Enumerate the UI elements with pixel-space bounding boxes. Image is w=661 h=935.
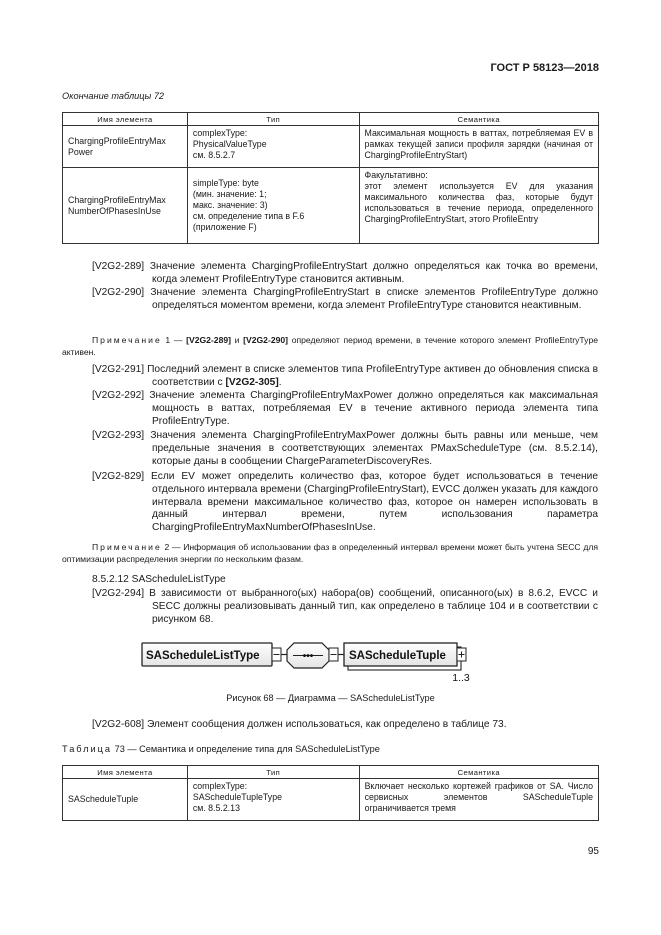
cell-type <box>187 168 359 244</box>
table-73 <box>62 765 599 821</box>
page-number: 95 <box>587 846 599 857</box>
note-label: Примечание <box>92 335 162 345</box>
note-ref: [V2G2-289] <box>186 335 231 345</box>
element-box-sa-schedule-list-type <box>142 643 272 666</box>
table-72-caption: Окончание таблицы 72 <box>62 91 165 101</box>
requirement-text: Последний элемент в списке элементов типа ProfileEntryType активен до обновления списка в соответствии с <box>147 364 598 388</box>
type-line: simpleType: byte <box>192 178 259 188</box>
table-header-row <box>63 766 599 779</box>
note-1 <box>62 335 598 358</box>
table-caption-text: 73 — Семантика и определение типа для SAScheduleListType <box>114 744 380 754</box>
type-line: complexType: <box>192 781 248 791</box>
requirement-text: Значения элемента ChargingProfileEntryMaxPower должны быть равны или меньше, чем предельные значения в соответствующих элементах PMaxScheduleType (см. 8.5.2.14), которые даны в сообщении ChargeParameterDiscoveryRes. <box>150 430 598 467</box>
requirement-294 <box>92 588 598 626</box>
note-ref: [V2G2-290] <box>243 335 289 345</box>
type-line: PhysicalValueType <box>192 139 267 149</box>
requirement-id: [V2G2-291] <box>92 364 145 375</box>
section-number: 8.5.2.12 <box>92 574 129 585</box>
requirement-id: [V2G2-292] <box>92 390 145 401</box>
cell-type <box>187 126 359 168</box>
requirement-id: [V2G2-290] <box>92 287 145 298</box>
note-2 <box>62 542 598 565</box>
table-row <box>63 779 599 821</box>
cell-semantics: Максимальная мощность в ваттах, потребляемая EV в рамках текущей записи профиля зарядки (начиная от ChargingProfileEntryStart) <box>359 126 598 168</box>
type-line: макс. значение: 3) <box>192 200 268 210</box>
requirement-289 <box>92 261 598 287</box>
requirement-id: [V2G2-289] <box>92 261 145 272</box>
sequence-compositor-icon <box>287 643 329 668</box>
element-box-sa-schedule-tuple <box>344 643 461 670</box>
semantics-lead: Факультативно: <box>364 170 428 180</box>
requirement-text: Элемент сообщения должен использоваться, как определено в таблице 73. <box>146 719 507 730</box>
requirement-text: Значение элемента ChargingProfileEntryStart в списке элементов ProfileEntryType должно определяться моментом времени, когда элемент ProfileEntryType становится неактивным. <box>150 287 598 311</box>
expand-icon <box>457 648 466 661</box>
cell-name: ChargingProfileEntryMax NumberOfPhasesInUse <box>63 168 188 244</box>
col-header-semantics: Семантика <box>359 113 598 126</box>
requirement-291 <box>92 364 598 390</box>
section-heading <box>92 574 226 585</box>
requirement-id: [V2G2-293] <box>92 430 145 441</box>
figure-68-diagram <box>130 634 530 688</box>
note-text: определяют период времени, в течение которого элемент ProfileEntryType активен. <box>62 335 599 357</box>
requirement-292 <box>92 390 598 428</box>
expand-icon <box>272 648 281 661</box>
semantics-text: этот элемент используется EV для указания максимального количества фаз, которые будут использоваться в течение периода, определенного ChargingProfileEntryStart, этого ProfileEntry <box>364 181 593 224</box>
requirement-608 <box>92 719 598 732</box>
type-line: см. 8.5.2.13 <box>192 803 240 813</box>
expand-icon <box>329 648 338 661</box>
table-row <box>63 168 599 244</box>
col-header-name: Имя элемента <box>63 113 188 126</box>
note-number: 1 — <box>165 335 183 345</box>
type-line: (мин. значение: 1; <box>192 189 267 199</box>
requirement-text: Значение элемента ChargingProfileEntryMaxPower должно определяться как максимальная мощность в ваттах, потребляемая EV в течение активного периода элемента типа ProfileEntryType. <box>149 390 598 427</box>
note-text: 2 — Информация об использовании фаз в определенный интервал времени может быть учтена SECC для оптимизации распределения энергии по нескольким фазам. <box>62 542 599 564</box>
table-72 <box>62 112 599 244</box>
col-header-semantics: Семантика <box>359 766 598 779</box>
type-line: см. определение типа в F.6 <box>192 211 305 221</box>
figure-68-caption: Рисунок 68 — Диаграмма — SAScheduleListType <box>226 693 435 703</box>
requirement-id: [V2G2-294] <box>92 588 145 599</box>
sequence-symbol: ••• <box>302 651 314 662</box>
element-label: SAScheduleTuple <box>349 650 446 662</box>
col-header-type: Тип <box>187 766 359 779</box>
type-line: complexType: <box>192 128 248 138</box>
requirement-tail: . <box>278 376 282 388</box>
table-header-row <box>63 113 599 126</box>
cell-name: SAScheduleTuple <box>63 779 188 821</box>
requirement-ref: [V2G2-305] <box>225 376 279 388</box>
element-label: SAScheduleListType <box>146 650 260 662</box>
type-line: (приложение F) <box>192 222 257 232</box>
cell-name: ChargingProfileEntryMax Power <box>63 126 188 168</box>
col-header-name: Имя элемента <box>63 766 188 779</box>
requirement-293 <box>92 430 598 468</box>
requirement-829 <box>92 471 598 535</box>
requirement-id: [V2G2-829] <box>92 471 145 482</box>
cell-semantics <box>359 168 598 244</box>
requirement-290 <box>92 287 598 313</box>
note-conj: и <box>234 335 240 345</box>
requirement-text: Значение элемента ChargingProfileEntryStart должно определяться как точка во времени, когда элемент ProfileEntryType становится активным. <box>149 261 598 285</box>
requirement-text: Если EV может определить количество фаз, которое будет использоваться в течение отдельного интервала времени (ChargingProfileEntryStart), EVCC должен указать для каждого интервала времени максимальное количество фаз, которое он намерен использовать в данный интервал времени, путем использования параметра ChargingProfileEntryMaxNumberOfPhasesInUse. <box>151 471 598 534</box>
table-row <box>63 126 599 168</box>
col-header-type: Тип <box>187 113 359 126</box>
section-title: SAScheduleListType <box>131 574 226 585</box>
cell-semantics: Включает несколько кортежей графиков от SA. Число сервисных элементов SAScheduleTuple ограничивается тремя <box>359 779 598 821</box>
cell-type <box>187 779 359 821</box>
table-73-caption <box>62 744 380 754</box>
table-label: Таблица <box>62 744 113 754</box>
note-label: Примечание <box>92 542 162 552</box>
cardinality-label: 1..3 <box>452 672 470 684</box>
standard-header: ГОСТ Р 58123—2018 <box>490 62 599 74</box>
requirement-id: [V2G2-608] <box>92 719 145 730</box>
requirement-text: В зависимости от выбранного(ых) набора(ов) сообщений, описанного(ых) в 8.6.2, EVCC и SECC должны реализовывать данный тип, как определено в таблице 104 и в соответствии с рисунком 68. <box>149 588 598 625</box>
type-line: SAScheduleTupleType <box>192 792 282 802</box>
type-line: см. 8.5.2.7 <box>192 150 236 160</box>
